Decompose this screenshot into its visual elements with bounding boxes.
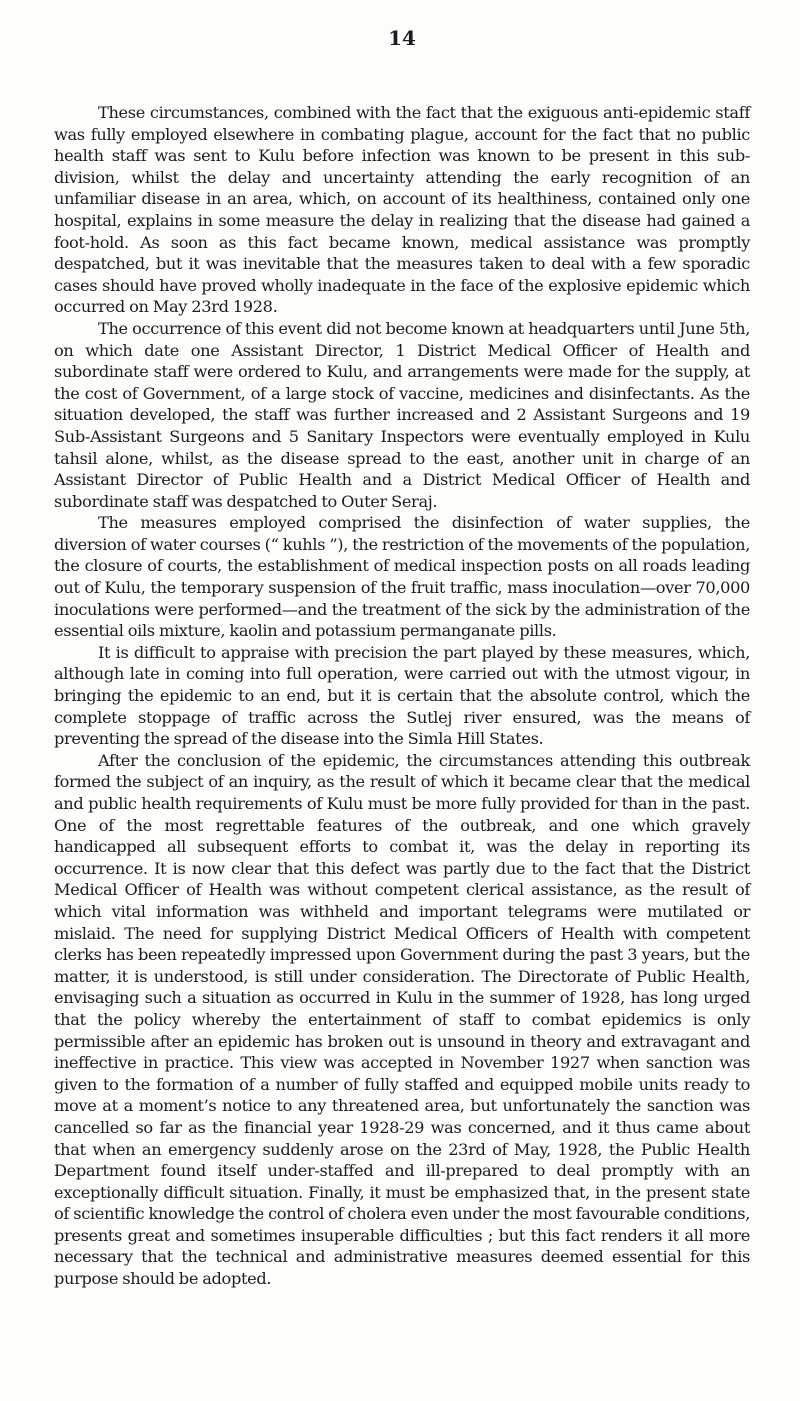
paragraph: The measures employed comprised the disinfection of water supplies, the diversion of water courses (“ kuhls ”), the restriction of the movements of the population, the closure of courts, the establishment of medical inspection posts on all roads leading out of Kulu, the temporary suspension of the fruit traffic, mass inoculation—over 70,000 inoculations were performed—and the treatment of the sick by the administration of the essential oils mixture, kaolin and potassium permanganate pills. <box>54 513 750 641</box>
body-text <box>54 102 750 1290</box>
paragraph: It is difficult to appraise with precision the part played by these measures, which, although late in coming into full operation, were carried out with the utmost vigour, in bringing the epidemic to an end, but it is certain that the absolute control, which the complete stoppage of traffic across the Sutlej river ensured, was the means of preventing the spread of the disease into the Simla Hill States. <box>54 642 750 749</box>
paragraph: The occurrence of this event did not become known at headquarters until June 5th, on which date one Assistant Director, 1 District Medical Officer of Health and subordinate staff were ordered to Kulu, and arrangements were made for the supply, at the cost of Government, of a large stock of vaccine, medicines and disinfectants. As the situation developed, the staff was further increased and 2 Assistant Surgeons and 19 Sub-Assistant Surgeons and 5 Sanitary Inspectors were eventually employed in Kulu tahsil alone, whilst, as the disease spread to the east, another unit in charge of an Assistant Director of Public Health and a District Medical Officer of Health and subordinate staff was despatched to Outer Seraj. <box>54 318 750 511</box>
page-number: 14 <box>388 26 416 50</box>
paragraph: These circumstances, combined with the fact that the exiguous anti-epidemic staff was fully employed elsewhere in combating plague, account for the fact that no public health staff was sent to Kulu before infection was known to be present in this sub-division, whilst the delay and uncertainty attending the early recognition of an unfamiliar disease in an area, which, on account of its healthiness, contained only one hospital, explains in some measure the delay in realizing that the disease had gained a foot-hold. As soon as this fact became known, medical assistance was promptly despatched, but it was inevitable that the measures taken to deal with a few sporadic cases should have proved wholly inadequate in the face of the explosive epidemic which occurred on May 23rd 1928. <box>54 103 750 317</box>
paragraph: After the conclusion of the epidemic, the circumstances attending this outbreak formed the subject of an inquiry, as the result of which it became clear that the medical and public health requirements of Kulu must be more fully provided for than in the past. One of the most regrettable features of the outbreak, and one which gravely handicapped all subsequent efforts to combat it, was the delay in reporting its occurrence. It is now clear that this defect was partly due to the fact that the District Medical Officer of Health was without competent clerical assistance, as the result of which vital information was withheld and important telegrams were mutilated or mislaid. The need for supplying District Medical Officers of Health with competent clerks has been repeatedly impressed upon Government during the past 3 years, but the matter, it is understood, is still under consideration. The Directorate of Public Health, envisaging such a situation as occurred in Kulu in the summer of 1928, has long urged that the policy whereby the entertainment of staff to combat epidemics is only permissible after an epidemic has broken out is unsound in theory and extravagant and ineffective in practice. This view was accepted in November 1927 when sanction was given to the formation of a number of fully staffed and equipped mobile units ready to move at a moment’s notice to any threatened area, but unfortunately the sanction was cancelled so far as the financial year 1928-29 was concerned, and it thus came about that when an emergency suddenly arose on the 23rd of May, 1928, the Public Health Department found itself under-staffed and ill-prepared to deal promptly with an exceptionally difficult situation. Finally, it must be emphasized that, in the present state of scientific knowledge the control of cholera even under the most favourable conditions, presents great and sometimes insuperable difficulties ; but this fact renders it all more necessary that the technical and administrative measures deemed essential for this purpose should be adopted. <box>54 750 750 1289</box>
